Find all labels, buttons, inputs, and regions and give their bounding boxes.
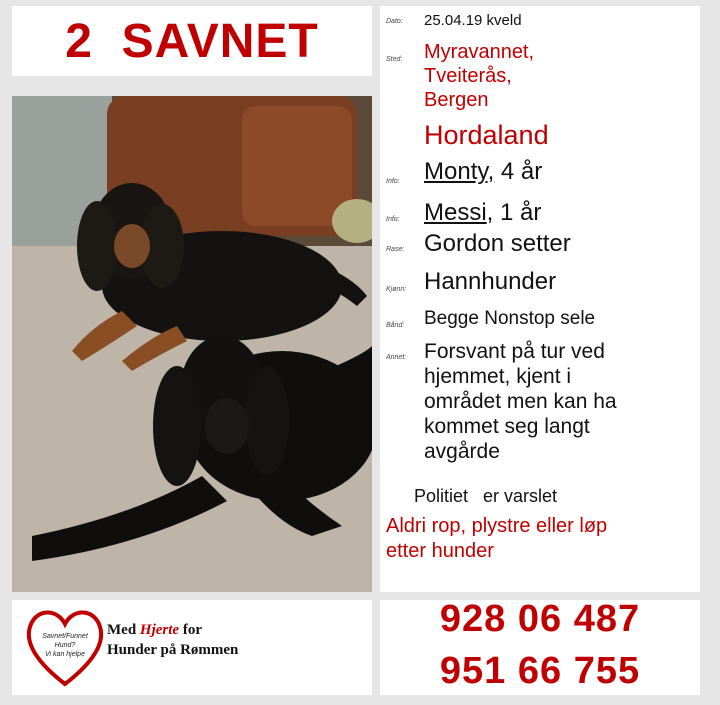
phone-panel	[380, 600, 700, 695]
logo-text	[107, 620, 238, 660]
title-panel	[12, 6, 372, 76]
dogs-photo-illustration	[12, 96, 372, 592]
breed: Gordon setter	[424, 230, 571, 257]
date-label: Dato:	[386, 18, 403, 25]
other-line: kommet seg langt	[424, 415, 590, 438]
place-line: Tveiterås,	[424, 65, 512, 87]
poster-title: 2 SAVNET	[65, 14, 319, 68]
info2-label: Info:	[386, 216, 400, 223]
place-text	[424, 40, 534, 112]
logo-panel	[12, 600, 372, 695]
place-label: Sted:	[386, 56, 403, 63]
sex: Hannhunder	[424, 268, 557, 295]
other-line: området men kan ha	[424, 390, 617, 413]
breed-label: Rase:	[386, 246, 405, 253]
other-line: hjemmet, kjent i	[424, 365, 572, 388]
band: Begge Nonstop sele	[424, 308, 596, 329]
other-text	[424, 339, 617, 464]
logo-for: for	[179, 622, 202, 638]
other-label: Annet:	[386, 354, 407, 361]
dog1-line	[424, 158, 542, 186]
phone-number: 951 66 755	[439, 650, 641, 692]
other-line: avgårde	[424, 440, 500, 463]
sex-label: Kjønn:	[386, 286, 407, 293]
dog2-line	[424, 199, 541, 227]
logo-line-1	[107, 620, 238, 640]
phone-number: 928 06 487	[439, 598, 641, 640]
region: Hordaland	[424, 120, 549, 150]
dog1-age: 4 år	[494, 158, 543, 185]
dog2-age: , 1 år	[486, 199, 542, 226]
place-line: Myravannet,	[424, 41, 535, 63]
logo-line-2: Hunder på Rømmen	[107, 642, 239, 658]
warning-line: etter hunder	[386, 540, 494, 562]
date-value: 25.04.19 kveld	[424, 12, 522, 29]
heart-logo-icon	[20, 602, 110, 692]
heart-line: Hund?	[54, 642, 76, 649]
logo-hjerte: Hjerte	[139, 622, 180, 638]
police-note: Politiet er varslet	[414, 486, 558, 506]
dog2-name: Messi	[424, 199, 487, 226]
band-label: Bånd:	[386, 322, 405, 329]
dogs-photo	[12, 96, 372, 592]
logo-med: Med	[107, 622, 140, 638]
dog1-name: Monty,	[424, 158, 495, 185]
info1-label: Info:	[386, 178, 400, 185]
warning-line: Aldri rop, plystre eller løp	[386, 515, 608, 537]
other-line: Forsvant på tur ved	[424, 340, 605, 363]
heart-line: Vi kan hjelpe	[45, 651, 85, 658]
place-line: Bergen	[424, 89, 489, 111]
warning-text	[386, 514, 607, 564]
heart-line: Savnet/Funnet	[42, 633, 88, 640]
info-panel	[380, 6, 700, 592]
